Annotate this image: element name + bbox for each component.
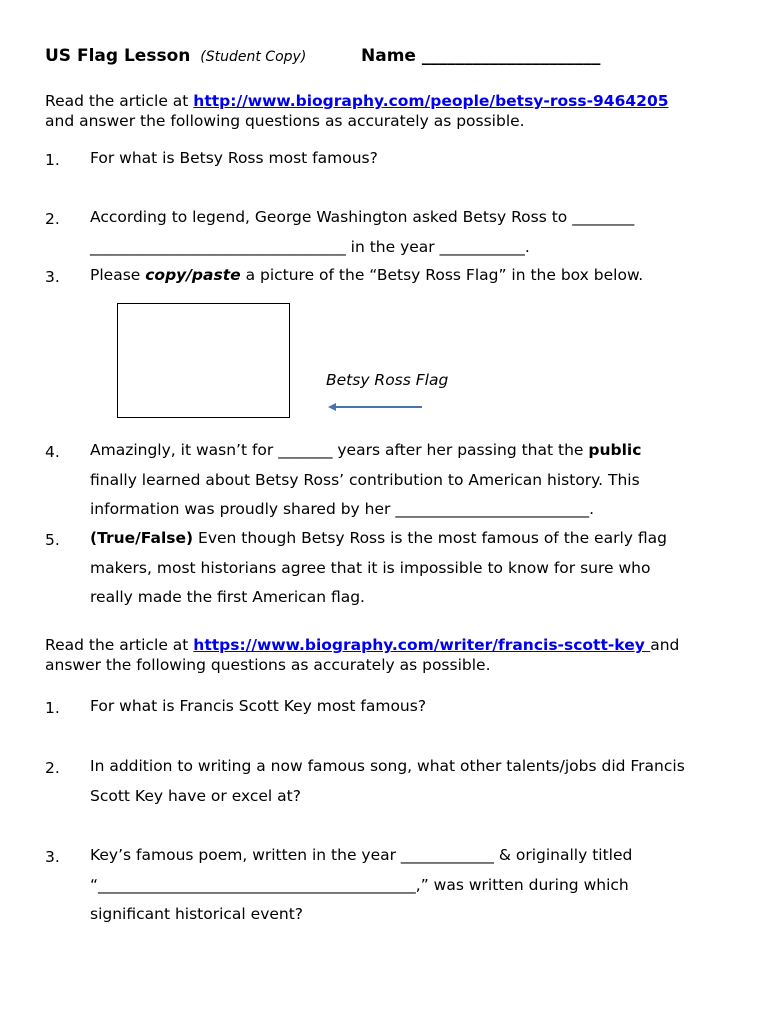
s1-q4-number: 4. <box>45 443 60 461</box>
s1-q2-text <box>90 203 634 262</box>
arrow-head <box>328 403 336 411</box>
intro-prefix: Read the article at <box>45 92 194 110</box>
s1-q3-part-a: Please <box>90 266 146 284</box>
intro2-suffix: and <box>650 636 680 654</box>
subtitle-text: (Student Copy) <box>200 49 307 65</box>
s1-q1-number: 1. <box>45 151 60 169</box>
section2-intro <box>45 635 679 675</box>
s1-q2-line1: According to legend, George Washington asked Betsy Ross to ________ <box>90 208 635 226</box>
title-text: US Flag Lesson <box>45 46 191 66</box>
s2-q3-text <box>90 841 632 930</box>
s1-q4-text <box>90 436 641 525</box>
s2-q3-line1: Key’s famous poem, written in the year ____________ & originally titled <box>90 846 633 864</box>
intro-line2: and answer the following questions as accurately as possible. <box>45 112 525 130</box>
s1-q1-text: For what is Betsy Ross most famous? <box>90 149 378 167</box>
left-arrow-icon <box>326 399 426 415</box>
francis-scott-key-article-link[interactable]: https://www.biography.com/writer/francis-scott-key <box>193 636 651 654</box>
s2-q2-text <box>90 752 685 811</box>
s2-q2-number: 2. <box>45 759 60 777</box>
s1-q4-emphasis: public <box>588 441 642 459</box>
betsy-ross-article-link[interactable]: http://www.biography.com/people/betsy-ross-9464205 <box>193 92 669 110</box>
s1-q5-number: 5. <box>45 531 60 549</box>
s1-q5-part-b: Even though Betsy Ross is the most famous of the early flag <box>193 529 667 547</box>
s1-q3-number: 3. <box>45 268 60 286</box>
flag-image-box[interactable] <box>117 303 290 418</box>
flag-caption: Betsy Ross Flag <box>326 371 449 389</box>
s1-q2-number: 2. <box>45 210 60 228</box>
page-title <box>45 46 306 66</box>
s1-q4-part-a: Amazingly, it wasn’t for _______ years after her passing that the <box>90 441 589 459</box>
section1-intro <box>45 91 669 131</box>
s1-q3-part-c: a picture of the “Betsy Ross Flag” in the box below. <box>240 266 644 284</box>
s2-q1-text: For what is Francis Scott Key most famous? <box>90 697 427 715</box>
s1-q4-line2: finally learned about Betsy Ross’ contribution to American history. This <box>90 470 640 489</box>
intro2-line2: answer the following questions as accurately as possible. <box>45 656 491 674</box>
s1-q5-line3: really made the first American flag. <box>90 588 365 606</box>
s2-q2-line2: Scott Key have or excel at? <box>90 786 301 805</box>
s1-q3-text <box>90 261 643 291</box>
s2-q3-line3: significant historical event? <box>90 905 304 923</box>
name-field-label: Name _____________________ <box>361 46 601 66</box>
s2-q3-line2: “_________________________________________,” was written during which <box>90 875 629 894</box>
s1-q5-line2: makers, most historians agree that it is impossible to know for sure who <box>90 558 651 577</box>
s1-q4-line3: information was proudly shared by her _________________________. <box>90 500 594 518</box>
s2-q1-number: 1. <box>45 699 60 717</box>
s2-q3-number: 3. <box>45 848 60 866</box>
s1-q3-emphasis: copy/paste <box>145 266 241 284</box>
intro2-prefix: Read the article at <box>45 636 194 654</box>
s2-q2-line1: In addition to writing a now famous song, what other talents/jobs did Francis <box>90 757 685 775</box>
s1-q2-line2: _________________________________ in the year ___________. <box>90 237 530 256</box>
s1-q5-emphasis: (True/False) <box>90 529 194 547</box>
s1-q5-text <box>90 524 667 613</box>
